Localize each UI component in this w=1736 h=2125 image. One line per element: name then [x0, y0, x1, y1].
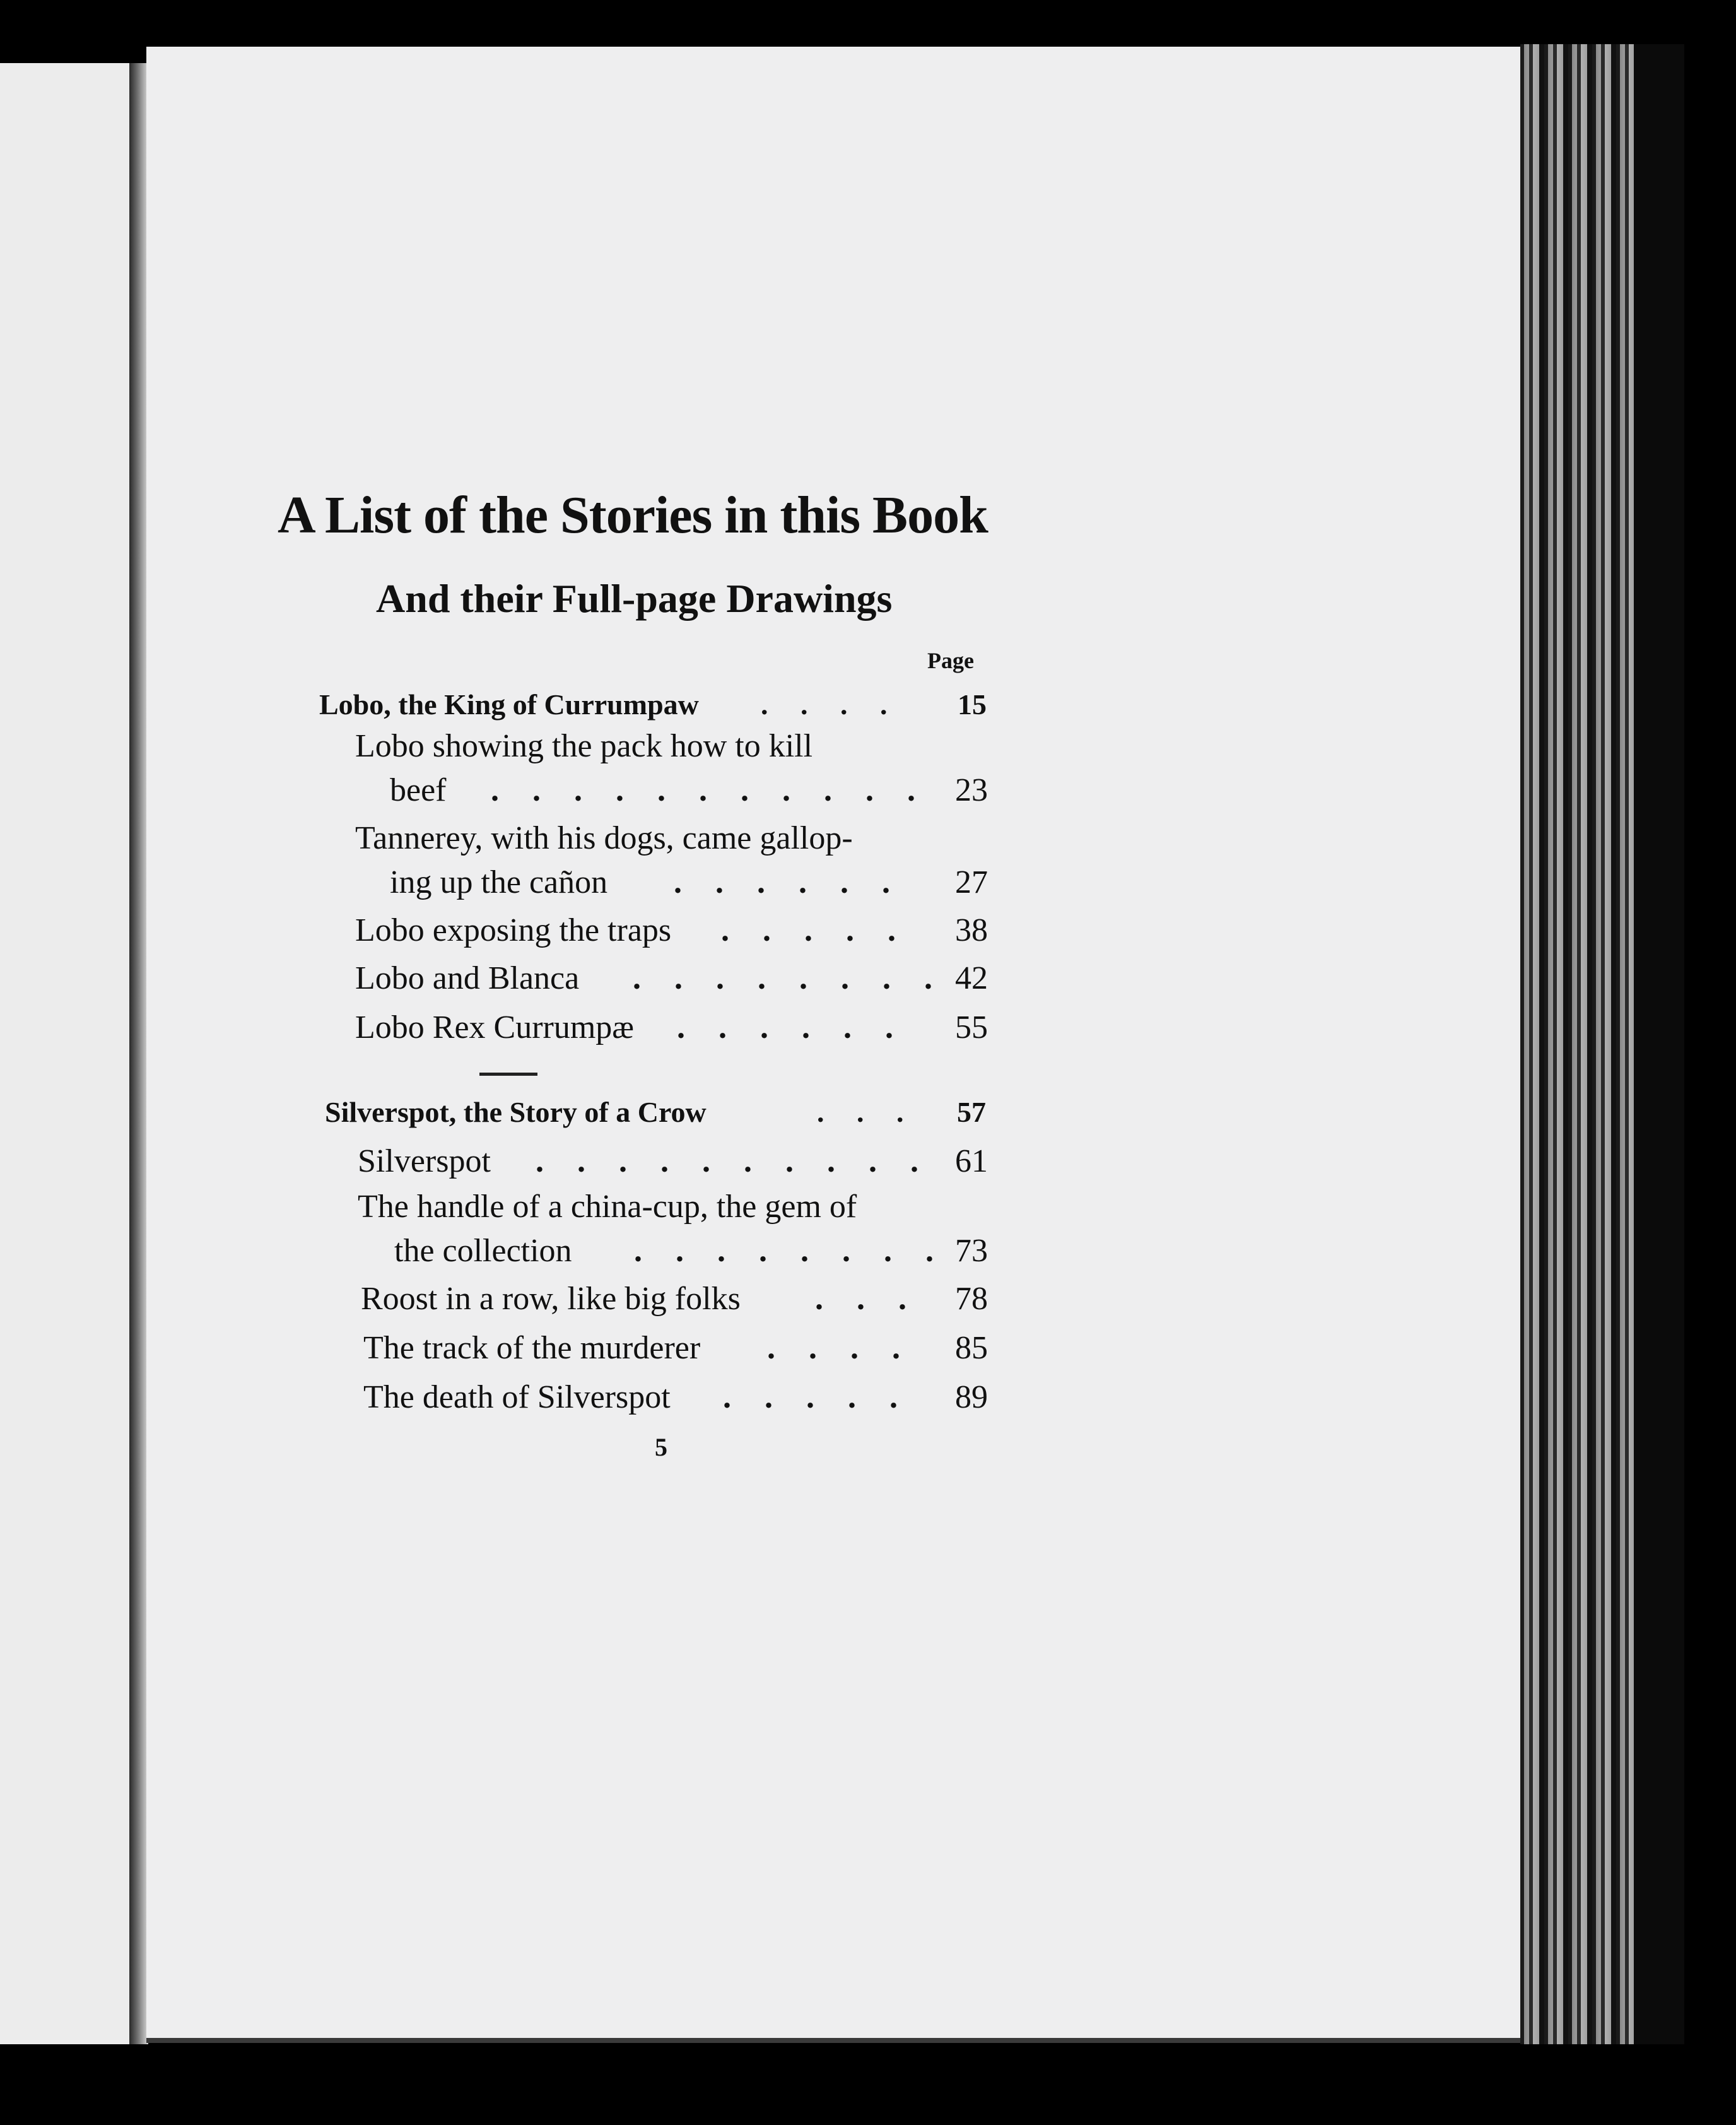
entry-title: ing up the cañon	[390, 864, 608, 900]
entry-leader: . . . . . . . .	[634, 1233, 946, 1269]
entry-title: beef	[390, 772, 447, 808]
entry-leader: . . . . . . . .	[633, 960, 945, 996]
entry-title: Silverspot	[358, 1143, 491, 1179]
entry-title: Lobo and Blanca	[355, 960, 580, 996]
entry-leader: . . . . . . . . . .	[536, 1143, 931, 1179]
entry-title: Lobo Rex Currumpæ	[355, 1010, 634, 1045]
toc-title: A List of the Stories in this Book	[278, 486, 988, 544]
entry-leader: . . . .	[761, 688, 900, 721]
entry-title: Lobo, the King of Currumpaw	[319, 688, 699, 721]
section-divider	[479, 1073, 537, 1076]
entry-page: 23	[955, 772, 988, 808]
page-column-header: Page	[927, 648, 974, 673]
entry-page: 42	[955, 960, 988, 996]
entry-page: 57	[957, 1096, 986, 1128]
entry-title: The handle of a china-cup, the gem of	[358, 1189, 857, 1225]
page-number: 5	[655, 1433, 667, 1461]
toc-subtitle: And their Full-page Drawings	[376, 576, 893, 621]
entry-leader: . . . . . .	[677, 1010, 906, 1045]
entry-leader: . . . . . . . . . . .	[491, 772, 928, 808]
entry-title: the collection	[394, 1233, 572, 1269]
entry-leader: . . . . .	[723, 1379, 910, 1415]
entry-page: 73	[955, 1233, 988, 1269]
entry-leader: . . .	[817, 1096, 917, 1128]
entry-title: Tannerey, with his dogs, came gallop-	[355, 820, 853, 856]
entry-page: 89	[955, 1379, 988, 1415]
entry-page: 38	[955, 912, 988, 948]
entry-leader: . . .	[815, 1281, 919, 1317]
entry-title: Silverspot, the Story of a Crow	[325, 1096, 707, 1128]
entry-page: 27	[955, 864, 988, 900]
entry-page: 78	[955, 1281, 988, 1317]
entry-leader: . . . . .	[721, 912, 908, 948]
entry-title: The death of Silverspot	[363, 1379, 671, 1415]
entry-title: Roost in a row, like big folks	[361, 1281, 741, 1317]
entry-page: 55	[955, 1010, 988, 1045]
entry-page: 15	[958, 688, 987, 721]
entry-page: 61	[955, 1143, 988, 1179]
entry-title: The track of the murderer	[363, 1330, 701, 1366]
entry-leader: . . . .	[767, 1330, 913, 1366]
entry-page: 85	[955, 1330, 988, 1366]
entry-title: Lobo exposing the traps	[355, 912, 672, 948]
entry-leader: . . . . . .	[674, 864, 903, 900]
entry-title: Lobo showing the pack how to kill	[355, 728, 813, 764]
